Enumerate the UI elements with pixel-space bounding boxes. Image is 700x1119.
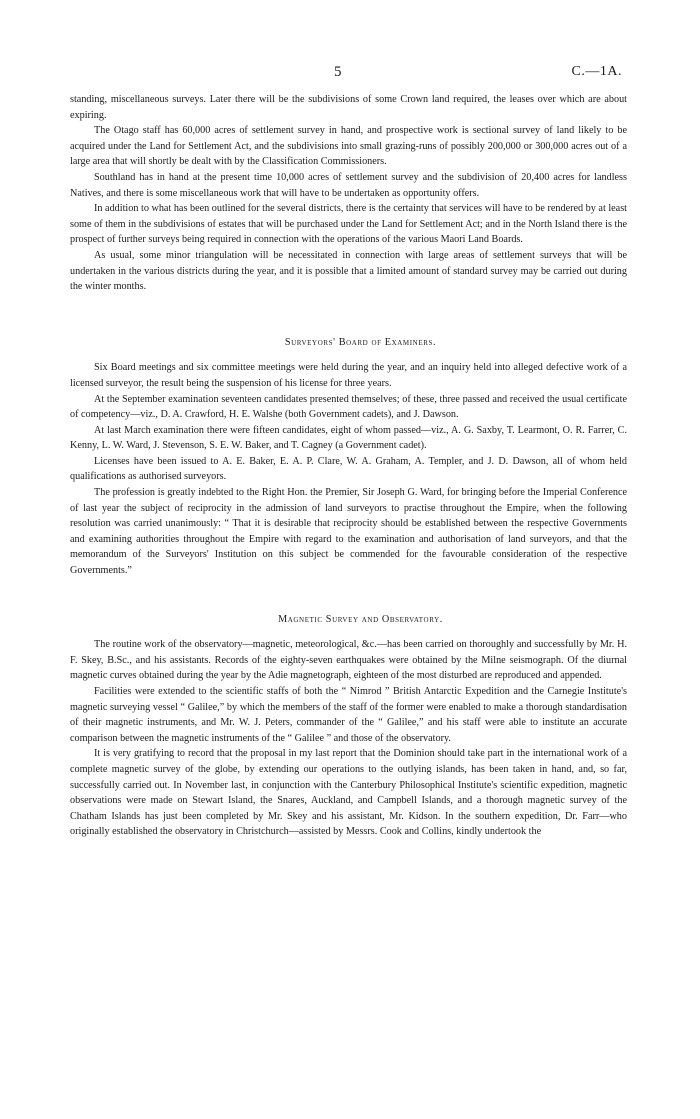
paragraph-triangulation: As usual, some minor triangulation will be necessitated in connection with large areas of settlement surveys that will be undertaken in the various districts during the year, and it is possible that a limited amount of standard survey may be carried out during the winter months.	[70, 249, 627, 293]
paragraph-september-examination: At the September examination seventeen candidates presented themselves; of these, three passed and received the usual certificate of competency—viz., D. A. Crawford, H. E. Walshe (both Government cadets), and J. Dawson.	[70, 393, 627, 421]
paragraph-continuation: standing, miscellaneous surveys. Later there will be the subdivisions of some Crown land required, the leases over which are about expiring.	[70, 94, 627, 121]
paragraph-magnetic-survey-islands: It is very gratifying to record that the proposal in my last report that the Dominion should take part in the international work of a complete magnetic survey of the globe, by extending our operations to the outlying islands, has been taken in hand, and, so far, successfully carried out. In November last, in conjunction with the Canterbury Philosophical Institute's scientific expedition, magnetic observations were made on Stewart Island, the Snares, Auckland, and Campbell Islands, and a thorough magnetic survey of the Chatham Islands has just been completed by Mr. Skey and his assistant, Mr. Kidson. In the southern expedition, Dr. Farr—who originally established the observatory in Christchurch—assisted by Messrs. Cook and Collins, kindly undertook the	[70, 748, 627, 838]
paragraph-licenses: Licenses have been issued to A. E. Baker, E. A. P. Clare, W. A. Graham, A. Templer, and J. D. Dawson, all of whom held qualifications as authorised surveyors.	[70, 455, 627, 483]
paragraph-southland: Southland has in hand at the present time 10,000 acres of settlement survey and the subdivision of 20,400 acres for landless Natives, and there is some miscellaneous work that will have to be undertaken as opportunity offers.	[70, 171, 627, 199]
page-header	[0, 64, 700, 82]
paragraph-facilities: Facilities were extended to the scientific staffs of both the “ Nimrod ” British Antarctic Expedition and the Carnegie Institute's magnetic surveying vessel “ Galilee,” by which the members of the staff of the former were enabled to make a thorough standardisation of their magnetic instruments, and Mr. W. J. Peters, commander of the “ Galilee,” and his staff were able to institute an accurate comparison between the magnetic instruments of the “ Galilee ” and those of the observatory.	[70, 686, 627, 744]
body-text	[70, 92, 627, 840]
paragraph-otago: The Otago staff has 60,000 acres of settlement survey in hand, and prospective work is sectional survey of land likely to be acquired under the Land for Settlement Act, and the subdivisions into small grazing-runs of possibly 200,000 or 300,000 acres out of a large area that will shortly be dealt with by the Classification Commissioners.	[70, 125, 627, 168]
paragraph-observatory-routine: The routine work of the observatory—magnetic, meteorological, &c.—has been carried on thoroughly and successfully by Mr. H. F. Skey, B.Sc., and his assistants. Records of the eighty-seven earthquakes were obtained by the Milne seismograph. Of the diurnal magnetic curves obtained during the year by the Adie magnetograph, eighteen of the most disturbed are reproduced and appended.	[70, 639, 627, 682]
section-heading-board-of-examiners: Surveyors' Board of Examiners.	[284, 336, 437, 348]
page-number: 5	[334, 64, 342, 80]
section-heading-magnetic-survey: Magnetic Survey and Observatory.	[278, 613, 443, 625]
paragraph-board-meetings: Six Board meetings and six committee meetings were held during the year, and an inquiry held into alleged defective work of a licensed surveyor, the result being the suspension of his license for three years.	[70, 362, 627, 389]
paragraph-march-examination: At last March examination there were fifteen candidates, eight of whom passed—viz., A. G. Saxby, T. Learmont, O. R. Farrer, C. Kenny, L. W. Ward, J. Stevenson, S. E. W. Baker, and T. Cagney (a Government cadet).	[70, 424, 627, 452]
document-reference: C.—1A.	[571, 64, 622, 79]
paragraph-additional-services: In addition to what has been outlined for the several districts, there is the certainty that services will have to be rendered by at least some of them in the subdivisions of estates that will be purchased under the Land for Settlement Act; and in the North Island there is the prospect of further surveys being required in connection with the operations of the various Maori Land Boards.	[70, 203, 627, 246]
paragraph-reciprocity: The profession is greatly indebted to the Right Hon. the Premier, Sir Joseph G. Ward, for bringing before the Imperial Conference of last year the subject of reciprocity in the admission of land surveyors to practise throughout the Empire, when the following resolution was carried unanimously: “ That it is desirable that reciprocity should be established between the respective Governments and examining authorities throughout the Empire with regard to the examination and authorisation of land surveyors, and that the memorandum of the Surveyors' Institution on this subject be commended for the favourable consideration of the respective Governments.”	[70, 487, 627, 577]
